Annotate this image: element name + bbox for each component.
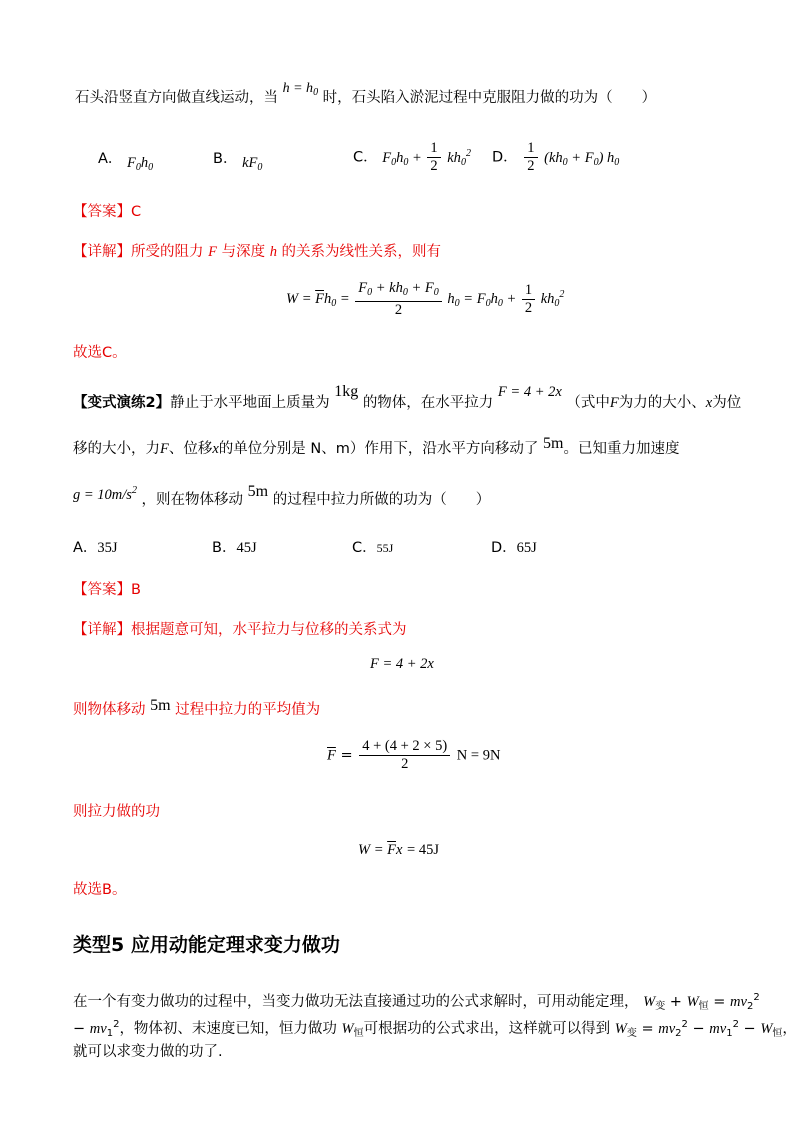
q1-option-b: B． $kF_0$ xyxy=(213,151,263,173)
section-para-line1: 在一个有变力做功的过程中，当变力做功无法直接通过功的公式求解时，可用动能定理， $W_变 + W_恒 = mv_2^2$ xyxy=(73,992,760,1012)
q2-force-formula: F = 4 + 2x xyxy=(497,384,562,400)
q1-answer: 【答案】C xyxy=(73,204,142,220)
q2-answer: 【答案】B xyxy=(73,582,141,598)
section-para-line3: 就可以求变力做的功了. xyxy=(73,1044,223,1060)
q1-conclusion: 故选C。 xyxy=(73,345,127,361)
q2-stem-line1: 【变式演练2】静止于水平地面上质量为 1kg 的物体，在水平拉力 F = 4 + 2x （式中F为力的大小、x为位 xyxy=(73,383,742,411)
q2-stem-line3: $g = 10m/s^2$ ，则在物体移动 5m 的过程中拉力所做的功为（ ） xyxy=(73,483,491,508)
q2-option-a: A．35J xyxy=(73,540,118,556)
q1-stem-pre: 石头沿竖直方向做直线运动，当 xyxy=(75,90,278,106)
q2-work-text: 则拉力做的功 xyxy=(73,804,160,820)
q1-stem xyxy=(75,81,657,113)
q2-stem-line2: 移的大小，力F、位移x的单位分别是 N、m）作用下，沿水平方向移动了 5m。已知重力加速度 xyxy=(73,435,680,457)
q2-average-equation: $\overline{F}$ = $\frac{4 + (4 + 2 \times 5)}{2}$ N = 9N xyxy=(327,738,501,772)
q2-option-c: C．55J xyxy=(352,540,394,556)
q1-option-d: D． $\frac{1}{2}$ $(kh_0 + F_0)$ $h_0$ xyxy=(492,140,620,174)
q1-equation: $W = \overline{F}h_0$ = $\frac{F_0 + kh_0 + F_0}{2}$ $h_0 = F_0h_0$ + $\frac{1}{2}$ $kh_0^2$ xyxy=(286,280,565,318)
section-title: 类型5 应用动能定理求变力做功 xyxy=(73,934,340,956)
q2-option-b: B．45J xyxy=(212,540,257,556)
q2-option-d: D．65J xyxy=(491,540,537,556)
q1-option-a: A． $F_0h_0$ xyxy=(98,151,154,173)
q1-detail: 【详解】所受的阻力 F 与深度 h 的关系为线性关系，则有 xyxy=(73,244,442,260)
q2-detail: 【详解】根据题意可知，水平拉力与位移的关系式为 xyxy=(73,622,407,638)
q2-label: 【变式演练2】 xyxy=(73,395,171,411)
q2-conclusion: 故选B。 xyxy=(73,882,127,898)
q1-option-c: C． $F_0h_0$ + $\frac{1}{2}$ $kh_0^2$ xyxy=(353,140,471,174)
q1-stem-post: 时，石头陷入淤泥过程中克服阻力做的功为（ ） xyxy=(322,90,657,106)
q2-work-equation: $W = \overline{F}x = 45J$ xyxy=(358,842,439,858)
section-para-line2: − $mv_1^2$，物体初、末速度已知，恒力做功 $W_恒$可根据功的公式求出，这样就可以得到 $W_变 = mv_2^2 - mv_1^2 - W_恒$， xyxy=(73,1019,797,1039)
q1-condition: $h = h_0$ xyxy=(282,81,319,98)
q2-average-text: 则物体移动 5m 过程中拉力的平均值为 xyxy=(73,697,321,718)
q2-force-equation: F = 4 + 2x xyxy=(370,656,434,672)
q2-g-value: $g = 10m/s^2$ xyxy=(73,485,137,503)
q2-mass: 1kg xyxy=(334,383,359,400)
q2-distance: 5m xyxy=(543,435,564,452)
